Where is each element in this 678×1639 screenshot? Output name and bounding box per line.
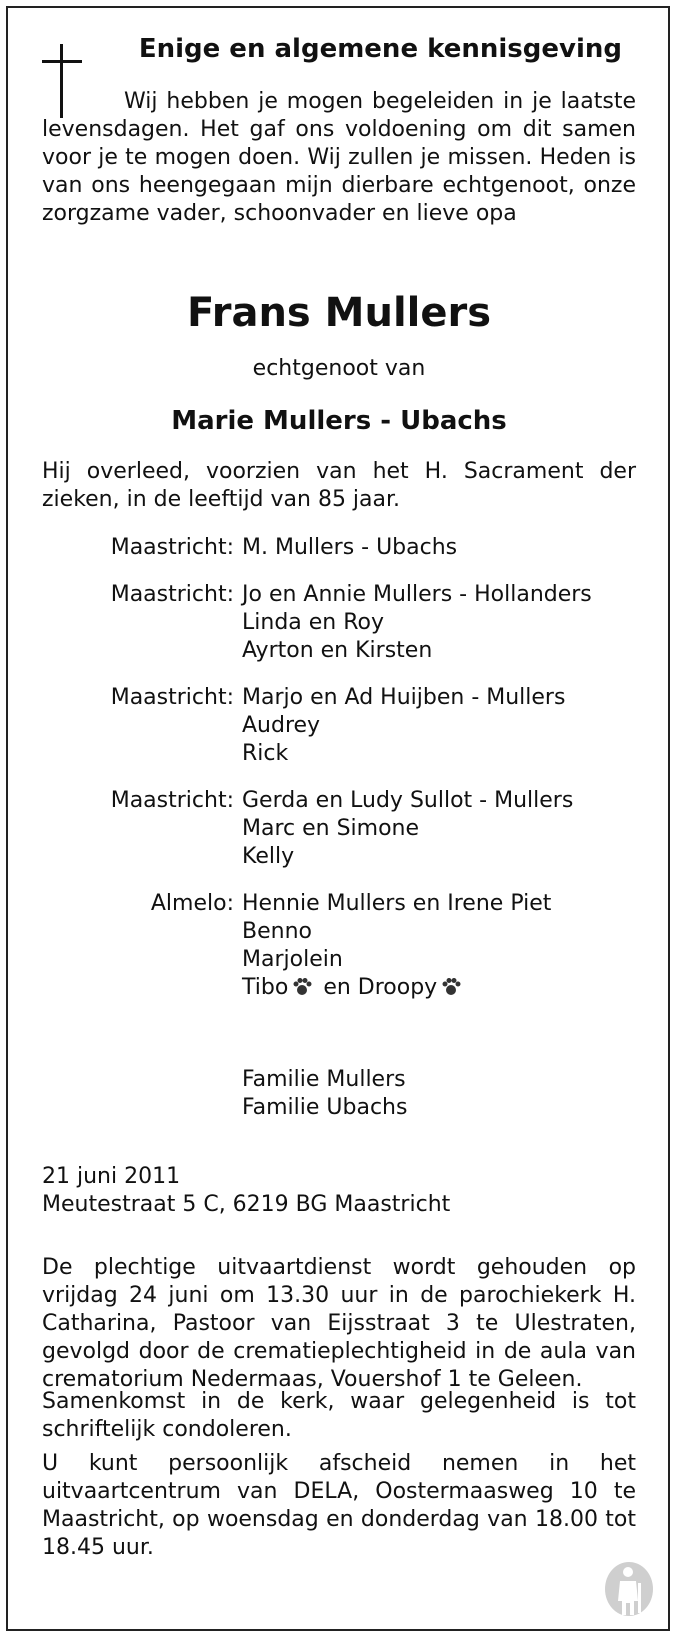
family-member: Gerda en Ludy Sullot - Mullers: [242, 788, 574, 813]
dela-logo-icon: [604, 1559, 654, 1617]
visit-text: U kunt persoonlijk afscheid nemen in het uitvaartcentrum van DELA, Oostermaasweg 10 te Maastricht, op woensdag en donderdag van 18.00 tot 18.45 uur.: [42, 1451, 636, 1560]
family-member: Marjo en Ad Huijben - Mullers: [242, 685, 566, 710]
family-place: Maastricht:: [110, 788, 234, 813]
paw-icon: [441, 977, 461, 997]
family-group: [42, 890, 636, 1002]
family-group: [42, 787, 636, 871]
extra-family: Familie Ubachs: [242, 1095, 408, 1120]
family-member: Rick: [242, 741, 289, 766]
family-member: Jo en Annie Mullers - Hollanders: [242, 582, 592, 607]
family-member: Kelly: [242, 844, 295, 869]
family-group: [42, 684, 636, 768]
family-group: [42, 581, 636, 665]
family-member: Benno: [242, 919, 312, 944]
deceased-name: Frans Mullers: [186, 290, 492, 336]
date-address-block: [42, 1163, 450, 1219]
pet-joiner: en: [323, 975, 351, 1000]
family-list: [42, 534, 636, 1021]
extra-family: Familie Mullers: [242, 1067, 406, 1092]
pet-name: Droopy: [357, 975, 438, 1000]
extra-families: [242, 1066, 407, 1122]
family-member: Marjolein: [242, 947, 343, 972]
family-group: [42, 534, 636, 562]
spouse-prefix: echtgenoot van: [252, 356, 426, 381]
death-text: Hij overleed, voorzien van het H. Sacrament der zieken, in de leeftijd van 85 jaar.: [42, 459, 636, 512]
service-text: De plechtige uitvaartdienst wordt gehouden op vrijdag 24 juni om 13.30 uur in de parochiekerk H. Catharina, Pastoor van Eijsstraat 3 te Ulestraten, gevolgd door de crematieplechtigheid in de aula van crematorium Nedermaas, Vouershof 1 te Geleen.: [42, 1255, 636, 1392]
family-member: Linda en Roy: [242, 610, 385, 635]
family-place: Maastricht:: [110, 582, 234, 607]
family-member: M. Mullers - Ubachs: [242, 535, 458, 560]
notice-address: Meutestraat 5 C, 6219 BG Maastricht: [42, 1192, 451, 1217]
family-place: Maastricht:: [110, 535, 234, 560]
family-place: Maastricht:: [110, 685, 234, 710]
spouse-name: Marie Mullers - Ubachs: [171, 406, 507, 436]
family-member: Ayrton en Kirsten: [242, 638, 433, 663]
pets-line: [242, 974, 636, 1002]
notice-date: 21 juni 2011: [42, 1164, 181, 1189]
gathering-text: Samenkomst in de kerk, waar gelegenheid is tot schriftelijk condoleren.: [42, 1389, 636, 1442]
family-place: Almelo:: [150, 891, 234, 916]
pet-name: Tibo: [242, 975, 289, 1000]
paw-icon: [292, 977, 312, 997]
intro-text: Wij hebben je mogen begeleiden in je laatste levensdagen. Het gaf ons voldoening om dit samen voor je te mogen doen. Wij zullen je missen. Heden is van ons heengegaan mijn dierbare echtgenoot, onze zorgzame vader, schoonvader en lieve opa: [42, 89, 636, 226]
family-member: Hennie Mullers en Irene Piet: [242, 891, 552, 916]
family-member: Marc en Simone: [242, 816, 420, 841]
family-member: Audrey: [242, 713, 321, 738]
notice-heading: Enige en algemene kennisgeving: [138, 34, 622, 64]
